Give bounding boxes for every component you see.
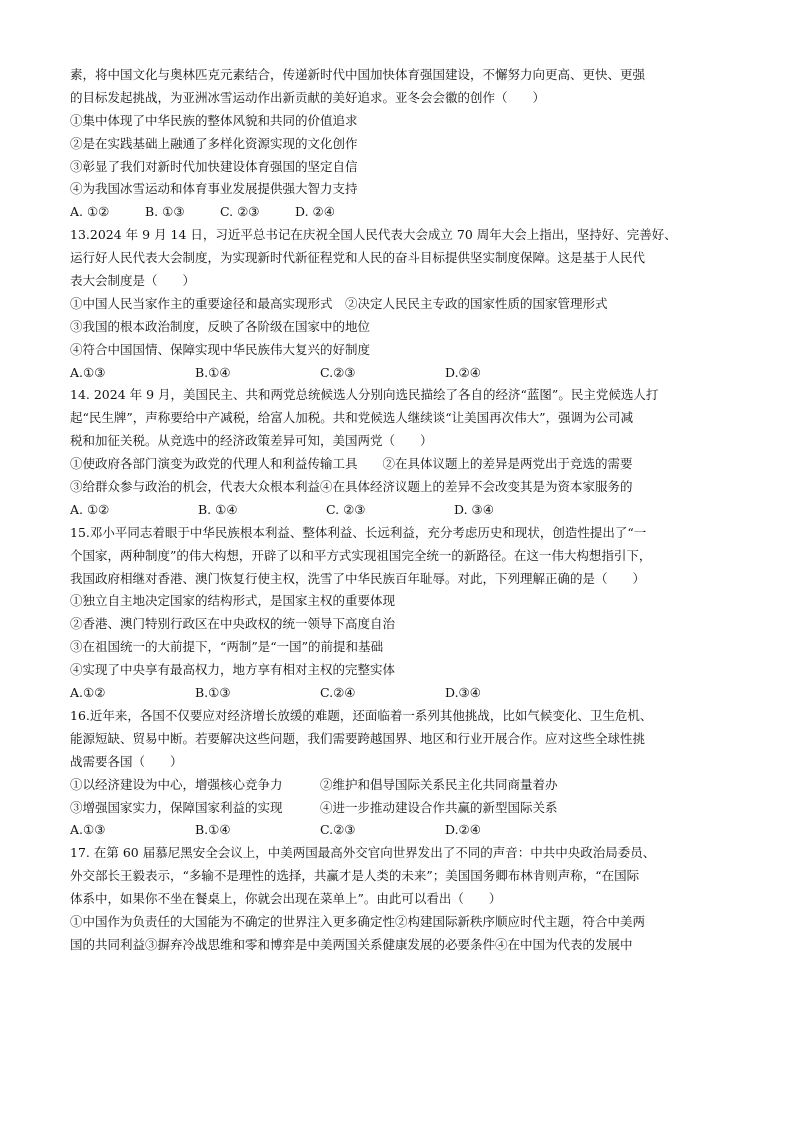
q15-options — [70, 682, 730, 705]
q16-choice-2: ②维护和倡导国际关系民主化共同商量着办 — [320, 776, 558, 792]
q17-choices-line-2: 国的共同利益③摒弃冷战思维和零和博弈是中美两国关系健康发展的必要条件④在中国为代表的发展中 — [70, 936, 633, 952]
q16-option-d: D.②④ — [445, 822, 481, 838]
q16-choice-3: ③增强国家实力，保障国家利益的实现 — [70, 799, 283, 815]
q13-option-c: C.②③ — [320, 364, 356, 380]
q16-choices-row-2 — [70, 797, 730, 820]
q13-options — [70, 362, 730, 385]
q12-choice-1: ①集中体现了中华民族的整体风貌和共同的价值追求 — [70, 112, 358, 128]
q16-options — [70, 819, 730, 842]
q16-choice-4: ④进一步推动建设合作共赢的新型国际关系 — [320, 799, 558, 815]
q13-choice-3: ③我国的根本政治制度，反映了各阶级在国家中的地位 — [70, 318, 371, 334]
q17-line-1: 17. 在第 60 届慕尼黑安全会议上，中美两国最高外交官向世界发出了不同的声音：中共中央政治局委员、 — [70, 845, 656, 861]
q13-line-3: 表大会制度是（ ） — [70, 273, 196, 289]
q17-choices-line-1: ①中国作为负责任的大国能为不确定的世界注入更多确定性②构建国际新秩序顺应时代主题，符合中美两 — [70, 913, 646, 929]
q13-line-1: 13.2024 年 9 月 14 日，习近平总书记在庆祝全国人民代表大会成立 70 周年大会上指出，坚持好、完善好、 — [70, 227, 677, 243]
question-12 — [70, 64, 730, 224]
q13-option-d: D.②④ — [445, 364, 481, 380]
q17-line-2: 外交部长王毅表示，“多输不是理性的选择，共赢才是人类的未来”；美国国务卿布林肯则声称，“在国际 — [70, 868, 640, 884]
q16-option-a: A.①③ — [70, 822, 106, 838]
question-15 — [70, 522, 730, 705]
q12-line-1: 素，将中国文化与奥林匹克元素结合，传递新时代中国加快体育强国建设，不懈努力向更高、更快、更强 — [70, 67, 646, 82]
q16-option-c: C.②③ — [320, 822, 356, 838]
q14-choice-3-4: ③给群众参与政治的机会，代表大众根本利益④在具体经济议题上的差异不会改变其是为资本家服务的 — [70, 479, 633, 495]
q13-choice-4: ④符合中国国情、保障实现中华民族伟大复兴的好制度 — [70, 341, 371, 357]
q14-line-1: 14. 2024 年 9 月，美国民主、共和两党总统候选人分别向选民描绘了各自的经济“蓝图”。民主党候选人打 — [70, 387, 659, 403]
q13-line-2: 运行好人民代表大会制度，为实现新时代新征程党和人民的奋斗目标提供坚实制度保障。这是基于人民代 — [70, 250, 646, 266]
question-16 — [70, 705, 730, 842]
q15-line-2: 个国家，两种制度”的伟大构想，开辟了以和平方式实现祖国完全统一的新路径。在这一伟大构想指引下， — [70, 547, 652, 563]
question-13 — [70, 224, 730, 384]
q14-options — [70, 499, 730, 522]
q14-option-d: D. ③④ — [454, 501, 494, 517]
q14-choice-1-2: ①使政府各部门演变为政党的代理人和利益传输工具 ②在具体议题上的差异是两党出于竞选的需要 — [70, 456, 633, 472]
q13-option-a: A.①③ — [70, 364, 106, 380]
q15-option-c: C.②④ — [320, 685, 356, 701]
q14-option-c: C. ②③ — [326, 501, 366, 517]
q15-choice-1: ①独立自主地决定国家的结构形式，是国家主权的重要体现 — [70, 593, 396, 609]
q12-line-2: 的目标发起挑战，为亚洲冰雪运动作出新贡献的美好追求。亚冬会会徽的创作（ ） — [70, 89, 546, 105]
q14-line-3: 税和加征关税。从竞选中的经济政策差异可知，美国两党（ ） — [70, 433, 433, 449]
q16-line-3: 战需要各国（ ） — [70, 753, 183, 769]
q16-line-2: 能源短缺、贸易中断。若要解决这些问题，我们需要跨越国界、地区和行业开展合作。应对这些全球性挑 — [70, 730, 646, 746]
q12-choice-3: ③彰显了我们对新时代加快建设体育强国的坚定自信 — [70, 158, 358, 174]
q16-option-b: B.①④ — [195, 822, 231, 838]
question-14 — [70, 384, 730, 521]
q12-option-c: C. ②③ — [220, 204, 260, 220]
q15-option-b: B.①③ — [195, 685, 231, 701]
q16-line-1: 16.近年来，各国不仅要应对经济增长放缓的难题，还面临着一系列其他挑战，比如气候变化、卫生危机、 — [70, 707, 653, 723]
q13-option-b: B.①④ — [195, 364, 231, 380]
q14-line-2: 起“民生牌”，声称要给中产减税，给富人加税。共和党候选人继续谈“让美国再次伟大”，强调为公司减 — [70, 410, 634, 426]
q15-line-3: 我国政府相继对香港、澳门恢复行使主权，洗雪了中华民族百年耻辱。对此，下列理解正确的是（ ） — [70, 570, 646, 586]
q14-option-a: A. ①② — [70, 501, 110, 517]
q17-line-3: 体系中，如果你不坐在餐桌上，你就会出现在菜单上”。由此可以看出（ ） — [70, 891, 502, 907]
question-17 — [70, 842, 730, 956]
q12-option-a: A. ①② — [70, 204, 110, 220]
q15-choice-3: ③在祖国统一的大前提下，“两制”是“一国”的前提和基础 — [70, 639, 384, 655]
q15-option-d: D.③④ — [445, 685, 481, 701]
q12-option-b: B. ①③ — [145, 204, 185, 220]
q16-choices-row-1 — [70, 774, 730, 797]
q14-option-b: B. ①④ — [198, 501, 238, 517]
q12-option-d: D. ②④ — [295, 204, 335, 220]
q15-line-1: 15.邓小平同志着眼于中华民族根本利益、整体利益、长远利益，充分考虑历史和现状，创造性提出了“一 — [70, 524, 647, 540]
q15-option-a: A.①② — [70, 685, 106, 701]
exam-page — [70, 64, 730, 957]
q15-choice-2: ②香港、澳门特别行政区在中央政权的统一领导下高度自治 — [70, 616, 396, 632]
q12-choice-4: ④为我国冰雪运动和体育事业发展提供强大智力支持 — [70, 181, 358, 197]
q16-choice-1: ①以经济建设为中心，增强核心竞争力 — [70, 776, 283, 792]
q13-choice-1-2: ①中国人民当家作主的重要途径和最高实现形式 ②决定人民民主专政的国家性质的国家管理形式 — [70, 295, 608, 311]
q12-choice-2: ②是在实践基础上融通了多样化资源实现的文化创作 — [70, 135, 358, 151]
q15-choice-4: ④实现了中央享有最高权力，地方享有相对主权的完整实体 — [70, 662, 396, 678]
q12-options — [70, 201, 730, 224]
